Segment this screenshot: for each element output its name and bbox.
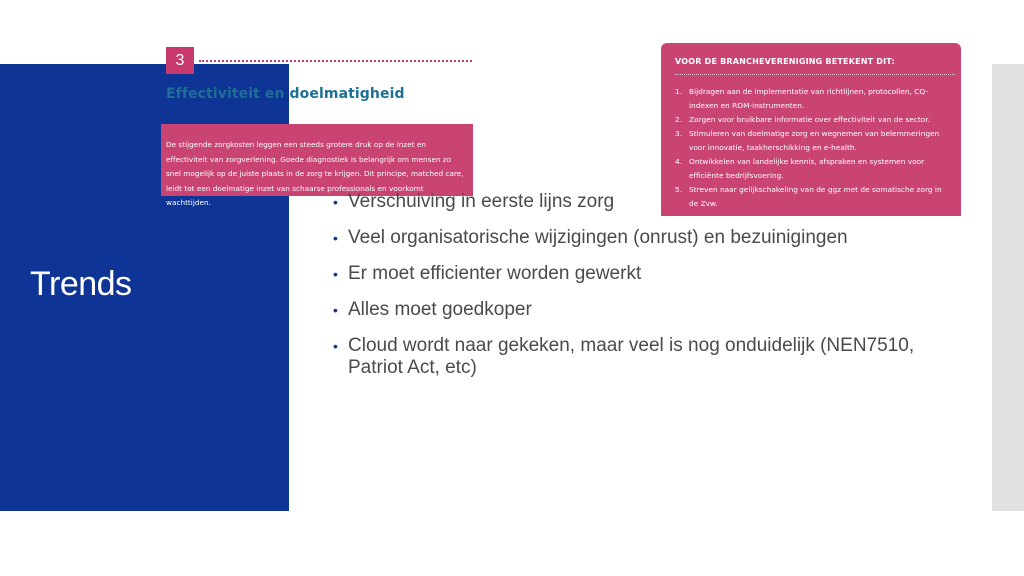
- bullet-dot-icon: •: [333, 302, 338, 318]
- bullet-dot-icon: •: [333, 338, 338, 354]
- item-number: 1.: [675, 87, 683, 96]
- branche-box-item: [675, 155, 951, 183]
- branche-box-divider: [675, 74, 955, 75]
- item-number: 2.: [675, 115, 683, 124]
- bullet-text: Cloud wordt naar gekeken, maar veel is nog onduidelijk (NEN7510, Patriot Act, etc): [348, 335, 915, 378]
- item-text: Stimuleren van doelmatige zorg en wegnemen van belemmeringen voor innovatie, taakherschikking en e-health.: [689, 129, 940, 152]
- item-text: Bijdragen aan de implementatie van richtlijnen, protocollen, CQ-indexen en ROM-instrumenten.: [689, 87, 929, 110]
- item-number: 4.: [675, 157, 683, 166]
- item-text: Ontwikkelen van landelijke kennis, afspraken en systemen voor efficiënte bedrijfsvoering.: [689, 157, 925, 180]
- bullet-item: [333, 299, 963, 321]
- bullet-text: Verschuiving in eerste lijns zorg: [348, 191, 615, 212]
- bullet-list: [333, 191, 963, 393]
- slide-title: Trends: [30, 265, 132, 303]
- bullet-text: Alles moet goedkoper: [348, 299, 532, 320]
- item-number: 5.: [675, 185, 683, 194]
- item-text: Streven naar gelijkschakeling van de ggz met de somatische zorg in de Zvw.: [689, 185, 942, 208]
- dotted-divider: [199, 60, 472, 62]
- bullet-item: [333, 335, 963, 379]
- branche-box-item: [675, 127, 951, 155]
- branche-box-item: [675, 85, 951, 113]
- branche-box-item: [675, 113, 951, 127]
- bullet-item: [333, 191, 963, 213]
- bullet-dot-icon: •: [333, 266, 338, 282]
- branche-box-heading: VOOR DE BRANCHEVERENIGING BETEKENT DIT:: [675, 57, 895, 66]
- section-number-badge: 3: [166, 47, 194, 74]
- bullet-item: [333, 263, 963, 285]
- bullet-item: [333, 227, 963, 249]
- bullet-text: Veel organisatorische wijzigingen (onrust) en bezuinigingen: [348, 227, 848, 248]
- item-text: Zorgen voor bruikbare informatie over effectiviteit van de sector.: [689, 115, 930, 124]
- right-accent-bar: [992, 64, 1024, 511]
- excerpt-text-box: De stijgende zorgkosten leggen een steeds grotere druk op de inzet en effectiviteit van zorgverlening. Goede diagnostiek is belangrijk om mensen zo snel mogelijk op de juiste plaats in de zorg te krijgen. Dit principe, matched care, leidt tot een doelmatige inzet van schaarse professionals en voorkomt wachttijden.: [161, 124, 473, 196]
- bullet-dot-icon: •: [333, 194, 338, 210]
- item-number: 3.: [675, 129, 683, 138]
- bullet-dot-icon: •: [333, 230, 338, 246]
- bullet-text: Er moet efficienter worden gewerkt: [348, 263, 642, 284]
- section-heading: Effectiviteit en doelmatigheid: [166, 86, 405, 102]
